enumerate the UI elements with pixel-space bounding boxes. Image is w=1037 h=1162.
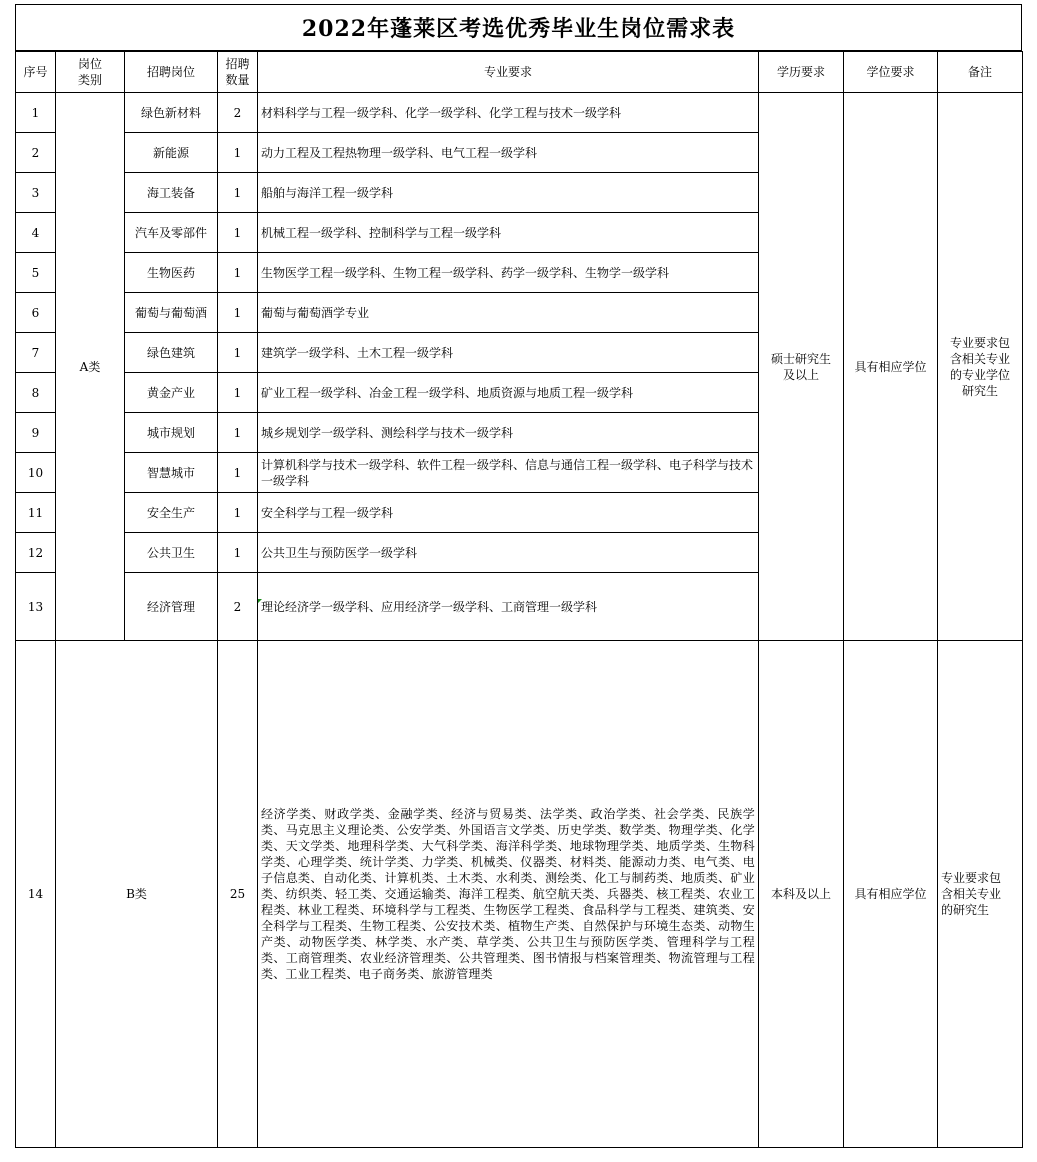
major-cell: 经济学类、财政学类、金融学类、经济与贸易类、法学类、政治学类、社会学类、民族学类、马克思主义理论类、公安学类、外国语言文学类、历史学类、数学类、物理学类、化学类、天文学类、地理科学类、大气科学类、海洋科学类、地球物理学类、地质学类、生物科学类、心理学类、统计学类、力学类、机械类、仪器类、材料类、能源动力类、电气类、电子信息类、自动化类、计算机类、土木类、水利类、测绘类、化工与制药类、地质类、矿业类、纺织类、轻工类、交通运输类、海洋工程类、航空航天类、兵器类、核工程类、农业工程类、林业工程类、环境科学与工程类、生物医学工程类、食品科学与工程类、建筑类、安全科学与工程类、生物工程类、公安技术类、植物生产类、自然保护与环境生态类、动物生产类、动物医学类、林学类、水产类、草学类、公共卫生与预防医学类、管理科学与工程类、工商管理类、农业经济管理类、公共管理类、图书情报与档案管理类、物流管理与工程类、工业工程类、电子商务类、旅游管理类 [258, 641, 759, 1148]
remark-cell: 专业要求包 含相关专业 的研究生 [938, 641, 1023, 1148]
position-cell: 黄金产业 [125, 373, 218, 413]
quota-cell: 25 [218, 641, 258, 1148]
major-cell: 矿业工程一级学科、冶金工程一级学科、地质资源与地质工程一级学科 [258, 373, 759, 413]
education-cell: 硕士研究生 及以上 [759, 93, 844, 641]
header-no: 序号 [16, 52, 56, 93]
requirements-table [15, 51, 1023, 1148]
position-cell: 汽车及零部件 [125, 213, 218, 253]
major-cell: 理论经济学一级学科、应用经济学一级学科、工商管理一级学科 [258, 573, 759, 641]
remark-cell: 专业要求包 含相关专业 的专业学位 研究生 [938, 93, 1023, 641]
position-cell: 生物医药 [125, 253, 218, 293]
quota-cell: 1 [218, 173, 258, 213]
quota-cell: 1 [218, 333, 258, 373]
header-remark: 备注 [938, 52, 1023, 93]
header-position: 招聘岗位 [125, 52, 218, 93]
sheet-title: 2022年蓬莱区考选优秀毕业生岗位需求表 [15, 4, 1022, 51]
table-row [16, 641, 1023, 1148]
row-number: 6 [16, 293, 56, 333]
position-cell: 绿色建筑 [125, 333, 218, 373]
quota-cell: 1 [218, 373, 258, 413]
row-number: 1 [16, 93, 56, 133]
quota-cell: 1 [218, 413, 258, 453]
header-row [16, 52, 1023, 93]
position-cell: 葡萄与葡萄酒 [125, 293, 218, 333]
major-cell: 安全科学与工程一级学科 [258, 493, 759, 533]
row-number: 2 [16, 133, 56, 173]
row-number: 9 [16, 413, 56, 453]
quota-cell: 1 [218, 453, 258, 493]
position-cell: 新能源 [125, 133, 218, 173]
position-cell: 安全生产 [125, 493, 218, 533]
header-major: 专业要求 [258, 52, 759, 93]
category-cell: A类 [56, 93, 125, 641]
header-quota: 招聘 数量 [218, 52, 258, 93]
education-cell: 本科及以上 [759, 641, 844, 1148]
major-cell: 材料科学与工程一级学科、化学一级学科、化学工程与技术一级学科 [258, 93, 759, 133]
quota-cell: 2 [218, 573, 258, 641]
major-cell: 计算机科学与技术一级学科、软件工程一级学科、信息与通信工程一级学科、电子科学与技术一级学科 [258, 453, 759, 493]
row-number: 13 [16, 573, 56, 641]
position-cell: 智慧城市 [125, 453, 218, 493]
header-education: 学历要求 [759, 52, 844, 93]
row-number: 5 [16, 253, 56, 293]
row-number: 8 [16, 373, 56, 413]
position-cell: 经济管理 [125, 573, 218, 641]
requirements-sheet [15, 4, 1022, 1148]
quota-cell: 1 [218, 533, 258, 573]
quota-cell: 1 [218, 293, 258, 333]
major-cell: 公共卫生与预防医学一级学科 [258, 533, 759, 573]
quota-cell: 1 [218, 253, 258, 293]
major-cell: 动力工程及工程热物理一级学科、电气工程一级学科 [258, 133, 759, 173]
position-cell: 绿色新材料 [125, 93, 218, 133]
row-number: 14 [16, 641, 56, 1148]
row-number: 3 [16, 173, 56, 213]
major-cell: 机械工程一级学科、控制科学与工程一级学科 [258, 213, 759, 253]
degree-cell: 具有相应学位 [844, 93, 938, 641]
cell-comment-marker [258, 599, 262, 603]
position-cell: 海工装备 [125, 173, 218, 213]
table-row [16, 93, 1023, 133]
quota-cell: 2 [218, 93, 258, 133]
major-cell: 城乡规划学一级学科、测绘科学与技术一级学科 [258, 413, 759, 453]
quota-cell: 1 [218, 213, 258, 253]
position-cell: 城市规划 [125, 413, 218, 453]
category-cell: B类 [56, 641, 218, 1148]
header-category: 岗位 类别 [56, 52, 125, 93]
row-number: 11 [16, 493, 56, 533]
major-cell: 建筑学一级学科、土木工程一级学科 [258, 333, 759, 373]
degree-cell: 具有相应学位 [844, 641, 938, 1148]
row-number: 10 [16, 453, 56, 493]
major-cell: 葡萄与葡萄酒学专业 [258, 293, 759, 333]
header-degree: 学位要求 [844, 52, 938, 93]
major-cell: 船舶与海洋工程一级学科 [258, 173, 759, 213]
quota-cell: 1 [218, 493, 258, 533]
position-cell: 公共卫生 [125, 533, 218, 573]
major-cell: 生物医学工程一级学科、生物工程一级学科、药学一级学科、生物学一级学科 [258, 253, 759, 293]
row-number: 4 [16, 213, 56, 253]
row-number: 12 [16, 533, 56, 573]
quota-cell: 1 [218, 133, 258, 173]
row-number: 7 [16, 333, 56, 373]
